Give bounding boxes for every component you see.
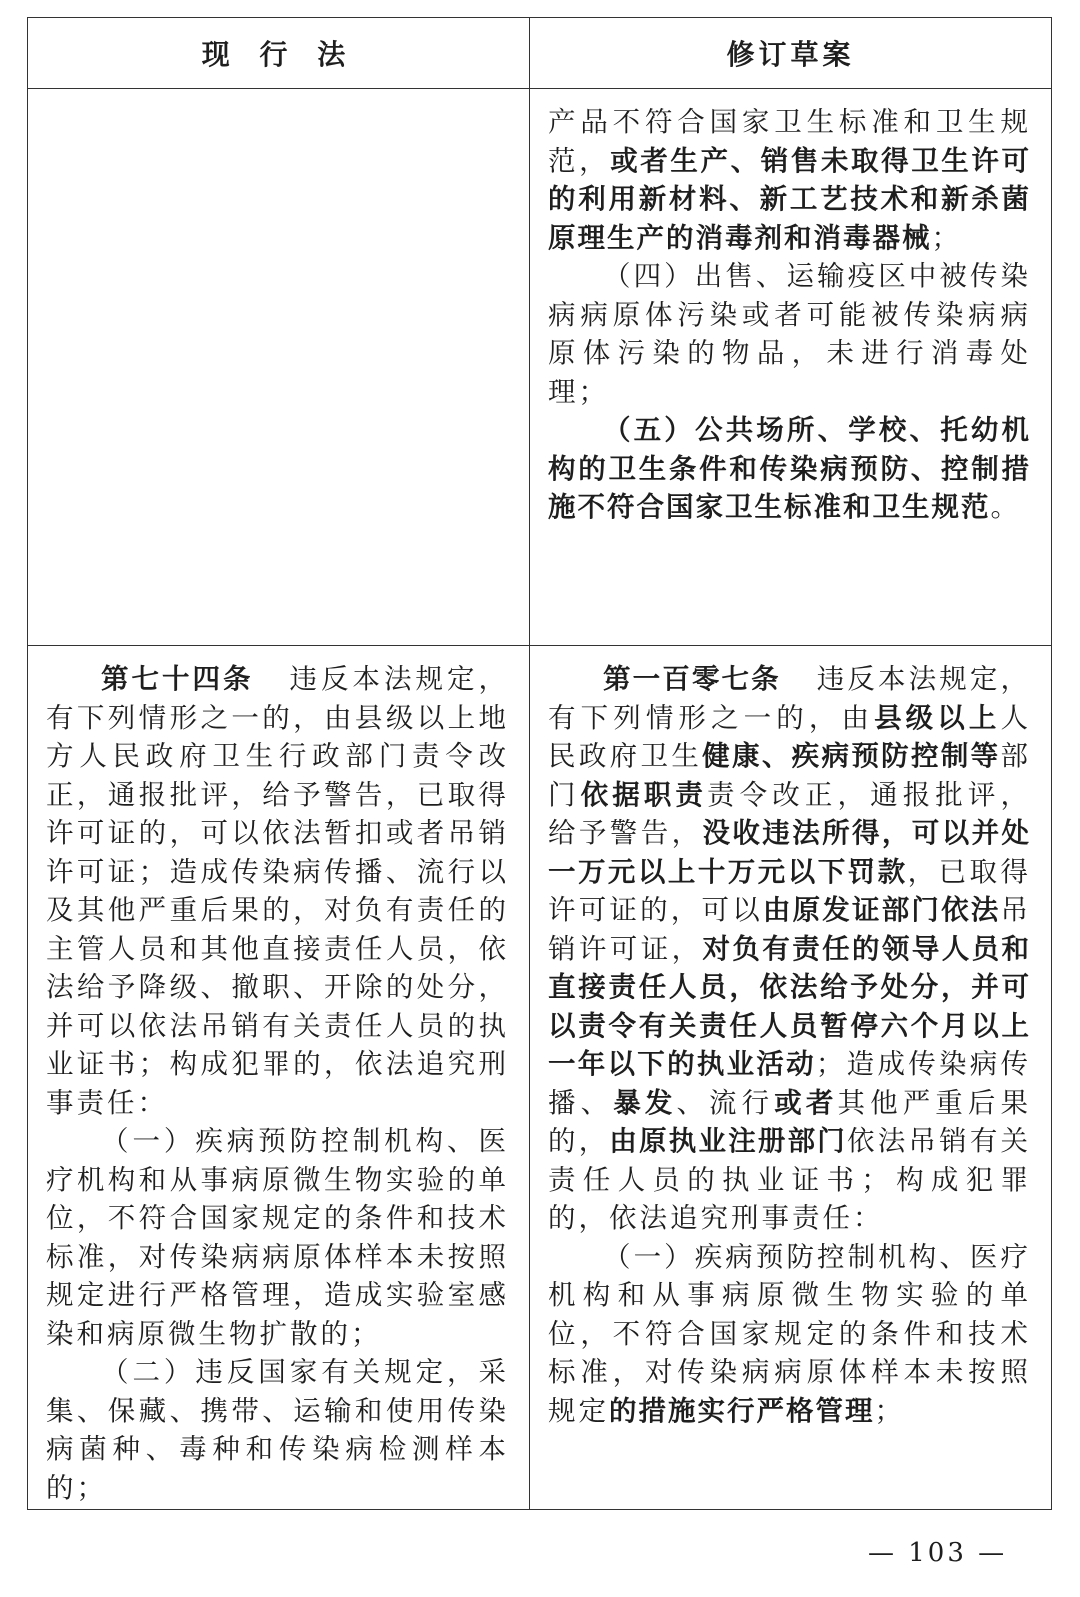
- text-run: 产品不符合国家卫生标准和卫生规范，: [548, 106, 1031, 177]
- text-run: ；: [931, 221, 962, 254]
- paragraph: [548, 411, 1031, 527]
- article-number: 第一百零七条: [603, 663, 781, 695]
- current-law-text: [28, 89, 529, 103]
- text-run: （二）违反国家有关规定，采集、保藏、携带、运输和使用传染病菌种、毒种和传染病检测样本的；: [46, 1356, 509, 1504]
- page-number: — 103 —: [868, 1538, 1008, 1568]
- table-row: [28, 89, 1052, 646]
- text-run: 、流行: [676, 1086, 775, 1119]
- bold-text: 或者生产、销售未取得卫生许可的利用新材料、新工艺技术和新杀菌原理生产的消毒剂和消毒器械: [548, 144, 1032, 254]
- paragraph: [46, 1122, 509, 1353]
- paragraph: [548, 257, 1031, 411]
- header-revised-draft: 修订草案: [530, 18, 1052, 89]
- bold-text: 没收违法所得，可以并处一万元以上十万元以下罚款: [548, 817, 1031, 888]
- article-number: 第七十四条: [101, 663, 254, 695]
- text-run: （一）疾病预防控制机构、医疗机构和从事病原微生物实验的单位，不符合国家规定的条件和技术标准，对传染病病原体样本未按照规定: [548, 1240, 1031, 1427]
- text-run: ；: [874, 1394, 905, 1427]
- paragraph: [46, 1353, 509, 1507]
- text-run: 吊销许可证，: [548, 894, 1032, 965]
- text-run: ，已取得许可证的，可以: [548, 855, 1032, 926]
- bold-text: 健康、疾病预防控制等: [702, 740, 1001, 772]
- bold-text: 对负有责任的领导人员和直接责任人员，依法给予处分，并可以责令有关责任人员暂停六个月以上一年以下的执业活动: [548, 932, 1031, 1080]
- paragraph: [548, 1238, 1031, 1431]
- header-row: [28, 18, 1052, 89]
- comparison-table: [27, 17, 1052, 1510]
- text-run: 其他严重后果的，: [548, 1086, 1032, 1157]
- bold-text: 由原发证部门依法: [762, 894, 1001, 926]
- current-law-cell: [28, 646, 530, 1510]
- text-run: 责令改正，通报批评，给予警告，: [548, 778, 1032, 849]
- revised-draft-cell: [530, 646, 1052, 1510]
- revised-draft-cell: [530, 89, 1052, 646]
- paragraph: [548, 103, 1031, 257]
- bold-text: 依据职责: [580, 778, 708, 811]
- text-run: 。: [990, 491, 1021, 523]
- paragraph: [548, 660, 1031, 1238]
- bold-text: 或者: [774, 1086, 838, 1119]
- text-run: 违反本法规定，有下列情形之一的，由: [548, 663, 1031, 734]
- table-row: [28, 646, 1052, 1510]
- bold-text: 由原执业注册部门: [609, 1125, 848, 1157]
- text-run: 依法吊销有关责任人员的执业证书；构成犯罪的，依法追究刑事责任：: [548, 1125, 1032, 1234]
- header-current-law: 现 行 法: [28, 18, 530, 89]
- revised-draft-text: [530, 646, 1051, 1430]
- bold-text: （五）公共场所、学校、托幼机构的卫生条件和传染病预防、控制措施不符合国家卫生标准和卫生规范: [548, 414, 1031, 523]
- text-run: （一）疾病预防控制机构、医疗机构和从事病原微生物实验的单位，不符合国家规定的条件和技术标准，对传染病病原体样本未按照规定进行严格管理，造成实验室感染和病原微生物扩散的；: [46, 1125, 509, 1350]
- current-law-text: [28, 646, 529, 1507]
- text-run: 违反本法规定，有下列情形之一的，由县级以上地方人民政府卫生行政部门责令改正，通报批评，给予警告，已取得许可证的，可以依法暂扣或者吊销许可证；造成传染病传播、流行以及其他严重后果的，对负有责任的主管人员和其他直接责任人员，依法给予降级、撤职、开除的处分，并可以依法吊销有关责任人员的执业证书；构成犯罪的，依法追究刑事责任：: [46, 663, 509, 1119]
- text-run: ；造成传染病传播、: [548, 1048, 1032, 1119]
- text-run: 部门: [548, 740, 1032, 811]
- text-run: （四）出售、运输疫区中被传染病病原体污染或者可能被传染病病原体污染的物品，未进行消毒处理；: [548, 260, 1031, 408]
- revised-draft-text: [530, 89, 1051, 527]
- bold-text: 暴发: [613, 1086, 677, 1119]
- paragraph: [46, 660, 509, 1122]
- text-run: 人民政府卫生: [548, 701, 1032, 772]
- bold-text: 县级以上: [874, 701, 1001, 734]
- current-law-cell: [28, 89, 530, 646]
- bold-text: 的措施实行严格管理: [609, 1394, 875, 1427]
